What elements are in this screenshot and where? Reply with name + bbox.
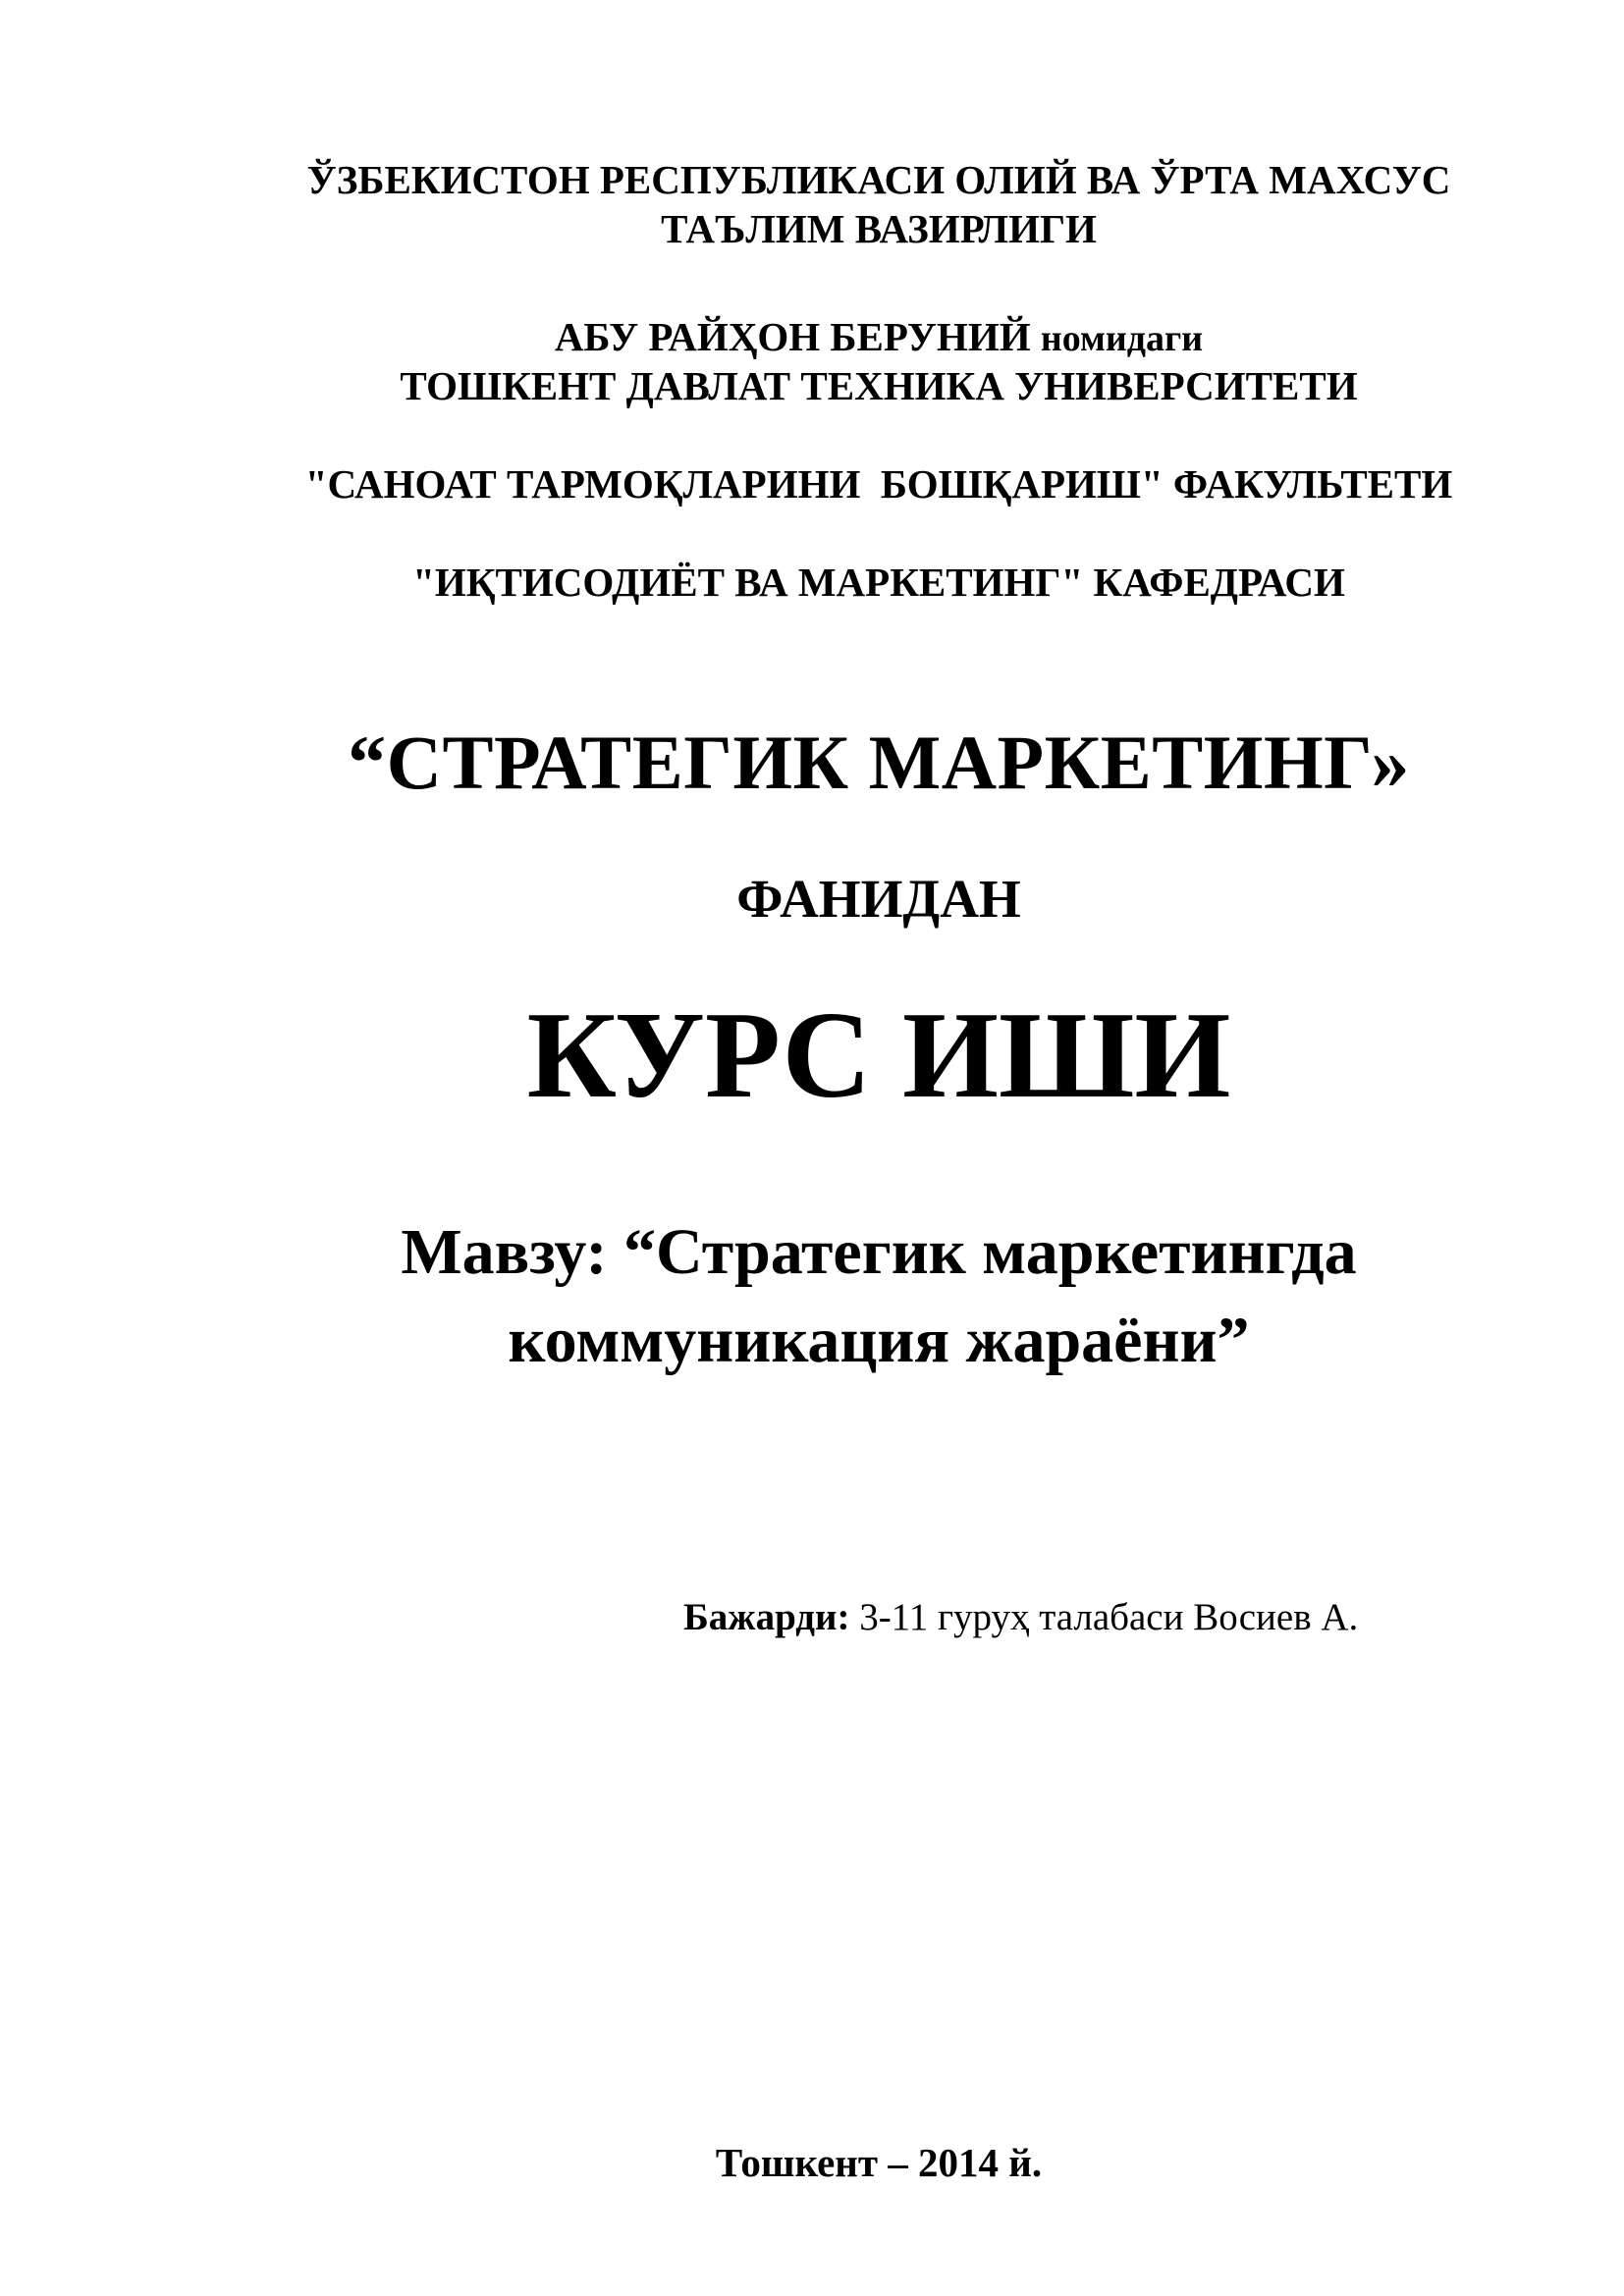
performer-label: Бажарди: [683, 1596, 850, 1638]
work-type-title: КУРС ИШИ [526, 988, 1231, 1124]
faculty-line: "САНОАТ ТАРМОҚЛАРИНИ БОШҚАРИШ" ФАКУЛЬТЕТИ [304, 461, 1453, 507]
subject-suffix: ФАНИДАН [736, 869, 1021, 929]
topic-line-2: коммуникация жараёни” [508, 1305, 1250, 1376]
performer-line [683, 1598, 1358, 1636]
performer-value: 3-11 гуруҳ талабаси Восиев А. [849, 1596, 1359, 1638]
department-line: "ИҚТИСОДИЁТ ВА МАРКЕТИНГ" КАФЕДРАСИ [412, 560, 1345, 605]
ministry-line-1: ЎЗБЕКИСТОН РЕСПУБЛИКАСИ ОЛИЙ ВА ЎРТА МАХСУС [306, 157, 1451, 202]
university-name: АБУ РАЙҲОН БЕРУНИЙ [554, 314, 1031, 359]
university-line-2: ТОШКЕНТ ДАВЛАТ ТЕХНИКА УНИВЕРСИТЕТИ [400, 363, 1358, 408]
subject-title: “СТРАТЕГИК МАРКЕТИНГ» [348, 720, 1410, 805]
ministry-line-2: ТАЪЛИМ ВАЗИРЛИГИ [661, 206, 1097, 251]
topic-line-1: Мавзу: “Стратегик маркетингда [401, 1216, 1357, 1288]
city-year: Тошкент – 2014 й. [715, 2140, 1043, 2185]
university-line-1 [0, 314, 1624, 359]
university-name-suffix: номидаги [1040, 318, 1204, 359]
